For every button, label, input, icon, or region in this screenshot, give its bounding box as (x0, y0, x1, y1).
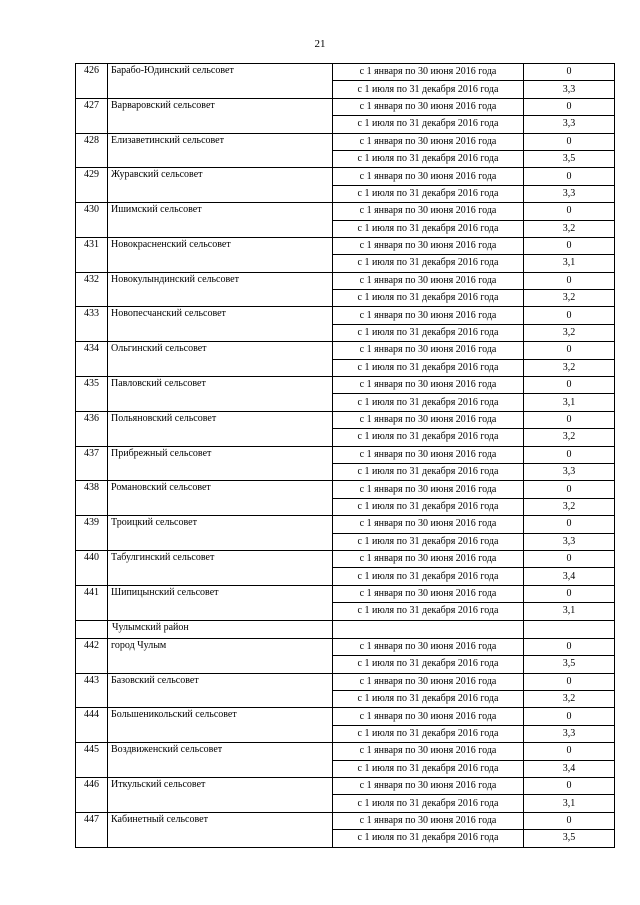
row-number-cell: 428 (76, 133, 108, 168)
value-cell: 0 (524, 708, 615, 725)
row-number-cell: 437 (76, 446, 108, 481)
settlement-name-cell: Большеникольский сельсовет (108, 708, 333, 743)
settlement-name-cell: Новокулындинский сельсовет (108, 272, 333, 307)
tariff-table (75, 63, 615, 848)
period-cell: с 1 января по 30 июня 2016 года (333, 638, 524, 655)
period-cell: с 1 января по 30 июня 2016 года (333, 481, 524, 498)
row-number-cell: 443 (76, 673, 108, 708)
table-row (76, 708, 615, 725)
settlement-name-cell: Базовский сельсовет (108, 673, 333, 708)
row-number-cell: 439 (76, 516, 108, 551)
table-row (76, 237, 615, 254)
period-cell: с 1 января по 30 июня 2016 года (333, 133, 524, 150)
period-cell: с 1 июля по 31 декабря 2016 года (333, 324, 524, 341)
table-row (76, 673, 615, 690)
value-cell: 0 (524, 638, 615, 655)
value-cell: 3,1 (524, 603, 615, 620)
row-number-cell: 433 (76, 307, 108, 342)
settlement-name-cell: Варваровский сельсовет (108, 98, 333, 133)
period-cell: с 1 января по 30 июня 2016 года (333, 585, 524, 602)
value-cell: 3,2 (524, 220, 615, 237)
page-number: 21 (314, 38, 326, 50)
period-cell: с 1 июля по 31 декабря 2016 года (333, 725, 524, 742)
period-cell: с 1 июля по 31 декабря 2016 года (333, 760, 524, 777)
value-cell: 3,2 (524, 498, 615, 515)
period-cell: с 1 января по 30 июня 2016 года (333, 377, 524, 394)
period-cell: с 1 июля по 31 декабря 2016 года (333, 533, 524, 550)
settlement-name-cell: Троицкий сельсовет (108, 516, 333, 551)
table-row (76, 446, 615, 463)
period-cell: с 1 июля по 31 декабря 2016 года (333, 116, 524, 133)
value-cell: 0 (524, 133, 615, 150)
period-cell: с 1 июля по 31 декабря 2016 года (333, 81, 524, 98)
row-number-cell: 447 (76, 812, 108, 847)
row-number-cell: 436 (76, 411, 108, 446)
period-cell: с 1 января по 30 июня 2016 года (333, 673, 524, 690)
period-cell: с 1 января по 30 июня 2016 года (333, 516, 524, 533)
value-cell: 3,4 (524, 568, 615, 585)
table-row (76, 516, 615, 533)
table-row (76, 377, 615, 394)
period-cell: с 1 июля по 31 декабря 2016 года (333, 150, 524, 167)
period-cell: с 1 января по 30 июня 2016 года (333, 307, 524, 324)
settlement-name-cell: Табулгинский сельсовет (108, 550, 333, 585)
value-cell: 0 (524, 812, 615, 829)
period-cell: с 1 июля по 31 декабря 2016 года (333, 691, 524, 708)
period-cell: с 1 июля по 31 декабря 2016 года (333, 568, 524, 585)
value-cell: 3,3 (524, 533, 615, 550)
table-row (76, 585, 615, 602)
period-cell: с 1 июля по 31 декабря 2016 года (333, 290, 524, 307)
period-cell: с 1 июля по 31 декабря 2016 года (333, 603, 524, 620)
table-row (76, 812, 615, 829)
table-row (76, 778, 615, 795)
value-cell: 0 (524, 743, 615, 760)
settlement-name-cell: Воздвиженский сельсовет (108, 743, 333, 778)
settlement-name-cell: город Чулым (108, 638, 333, 673)
table-row (76, 98, 615, 115)
table-row (76, 342, 615, 359)
settlement-name-cell: Кабинетный сельсовет (108, 812, 333, 847)
period-cell: с 1 января по 30 июня 2016 года (333, 550, 524, 567)
row-number-cell (76, 620, 108, 638)
value-cell: 3,3 (524, 463, 615, 480)
value-cell: 3,2 (524, 691, 615, 708)
value-cell: 0 (524, 168, 615, 185)
period-cell: с 1 июля по 31 декабря 2016 года (333, 359, 524, 376)
row-number-cell: 432 (76, 272, 108, 307)
value-cell: 0 (524, 377, 615, 394)
value-cell: 0 (524, 98, 615, 115)
value-cell: 0 (524, 411, 615, 428)
district-row (76, 620, 615, 638)
period-cell: с 1 января по 30 июня 2016 года (333, 98, 524, 115)
row-number-cell: 427 (76, 98, 108, 133)
settlement-name-cell: Барабо-Юдинский сельсовет (108, 64, 333, 99)
period-cell: с 1 июля по 31 декабря 2016 года (333, 830, 524, 847)
value-cell: 0 (524, 237, 615, 254)
value-cell: 0 (524, 203, 615, 220)
period-cell: с 1 июля по 31 декабря 2016 года (333, 498, 524, 515)
period-cell: с 1 января по 30 июня 2016 года (333, 342, 524, 359)
row-number-cell: 440 (76, 550, 108, 585)
value-cell: 0 (524, 481, 615, 498)
value-cell: 3,1 (524, 795, 615, 812)
table-body (76, 64, 615, 848)
value-cell: 3,3 (524, 185, 615, 202)
table-row (76, 272, 615, 289)
period-cell: с 1 июля по 31 декабря 2016 года (333, 255, 524, 272)
settlement-name-cell: Романовский сельсовет (108, 481, 333, 516)
period-cell: с 1 июля по 31 декабря 2016 года (333, 394, 524, 411)
value-cell: 3,2 (524, 290, 615, 307)
table-row (76, 411, 615, 428)
value-cell (524, 620, 615, 638)
settlement-name-cell: Ишимский сельсовет (108, 203, 333, 238)
value-cell: 3,5 (524, 150, 615, 167)
settlement-name-cell: Прибрежный сельсовет (108, 446, 333, 481)
period-cell: с 1 января по 30 июня 2016 года (333, 203, 524, 220)
row-number-cell: 435 (76, 377, 108, 412)
value-cell: 0 (524, 342, 615, 359)
value-cell: 0 (524, 516, 615, 533)
table-row (76, 203, 615, 220)
value-cell: 3,1 (524, 255, 615, 272)
row-number-cell: 445 (76, 743, 108, 778)
period-cell: с 1 января по 30 июня 2016 года (333, 411, 524, 428)
period-cell: с 1 января по 30 июня 2016 года (333, 708, 524, 725)
row-number-cell: 444 (76, 708, 108, 743)
settlement-name-cell: Шипицынский сельсовет (108, 585, 333, 620)
value-cell: 0 (524, 585, 615, 602)
settlement-name-cell: Журавский сельсовет (108, 168, 333, 203)
value-cell: 3,2 (524, 359, 615, 376)
period-cell: с 1 января по 30 июня 2016 года (333, 812, 524, 829)
period-cell: с 1 января по 30 июня 2016 года (333, 272, 524, 289)
row-number-cell: 441 (76, 585, 108, 620)
settlement-name-cell: Ольгинский сельсовет (108, 342, 333, 377)
period-cell: с 1 января по 30 июня 2016 года (333, 743, 524, 760)
period-cell (333, 620, 524, 638)
value-cell: 3,2 (524, 324, 615, 341)
table-row (76, 481, 615, 498)
value-cell: 0 (524, 778, 615, 795)
row-number-cell: 438 (76, 481, 108, 516)
period-cell: с 1 января по 30 июня 2016 года (333, 778, 524, 795)
row-number-cell: 429 (76, 168, 108, 203)
table-row (76, 638, 615, 655)
period-cell: с 1 июля по 31 декабря 2016 года (333, 429, 524, 446)
table-row (76, 133, 615, 150)
settlement-name-cell: Новокрасненский сельсовет (108, 237, 333, 272)
settlement-name-cell: Новопесчанский сельсовет (108, 307, 333, 342)
value-cell: 0 (524, 673, 615, 690)
value-cell: 0 (524, 272, 615, 289)
settlement-name-cell: Польяновский сельсовет (108, 411, 333, 446)
settlement-name-cell: Елизаветинский сельсовет (108, 133, 333, 168)
value-cell: 3,3 (524, 116, 615, 133)
table-row (76, 743, 615, 760)
value-cell: 3,4 (524, 760, 615, 777)
value-cell: 3,3 (524, 81, 615, 98)
table-row (76, 168, 615, 185)
period-cell: с 1 января по 30 июня 2016 года (333, 446, 524, 463)
period-cell: с 1 января по 30 июня 2016 года (333, 64, 524, 81)
value-cell: 3,1 (524, 394, 615, 411)
row-number-cell: 442 (76, 638, 108, 673)
value-cell: 0 (524, 446, 615, 463)
value-cell: 3,5 (524, 656, 615, 673)
row-number-cell: 446 (76, 778, 108, 813)
value-cell: 0 (524, 307, 615, 324)
row-number-cell: 431 (76, 237, 108, 272)
period-cell: с 1 июля по 31 декабря 2016 года (333, 220, 524, 237)
row-number-cell: 426 (76, 64, 108, 99)
table-row (76, 307, 615, 324)
row-number-cell: 430 (76, 203, 108, 238)
period-cell: с 1 января по 30 июня 2016 года (333, 237, 524, 254)
settlement-name-cell: Павловский сельсовет (108, 377, 333, 412)
period-cell: с 1 июля по 31 декабря 2016 года (333, 185, 524, 202)
value-cell: 0 (524, 64, 615, 81)
value-cell: 3,5 (524, 830, 615, 847)
period-cell: с 1 июля по 31 декабря 2016 года (333, 795, 524, 812)
value-cell: 3,3 (524, 725, 615, 742)
period-cell: с 1 января по 30 июня 2016 года (333, 168, 524, 185)
value-cell: 3,2 (524, 429, 615, 446)
value-cell: 0 (524, 550, 615, 567)
row-number-cell: 434 (76, 342, 108, 377)
period-cell: с 1 июля по 31 декабря 2016 года (333, 463, 524, 480)
table-row (76, 64, 615, 81)
district-name-cell: Чулымский район (108, 620, 333, 638)
table-row (76, 550, 615, 567)
settlement-name-cell: Иткульский сельсовет (108, 778, 333, 813)
period-cell: с 1 июля по 31 декабря 2016 года (333, 656, 524, 673)
